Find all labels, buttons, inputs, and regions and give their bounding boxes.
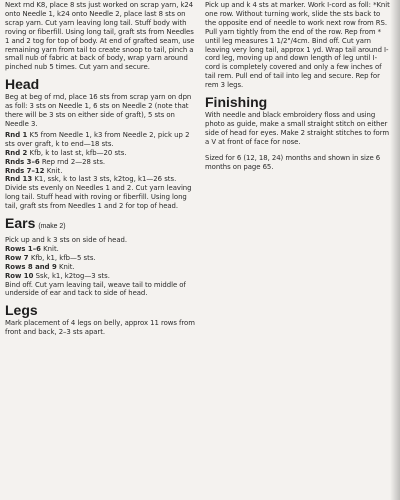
ears-row: Rows 1–6 Knit.	[5, 244, 59, 253]
left-column	[5, 1, 197, 339]
ears-finish-paragraph: Bind off. Cut yarn leaving tail, weave tail to middle of underside of ear and tack to side of head.	[5, 280, 186, 298]
legs-icord-paragraph: Pick up and k 4 sts at marker. Work I-cord as foll: *Knit one row. Without turning work, slide the sts back to the opposite end of needle to work next row from RS. Pull yarn tightly from the end of the row. Rep from * until leg measures 1 1/2"/4cm. Bind off. Cut yarn leaving very long tail, approx 1 yd. Wrap tail around I-cord leg, moving up and down length of leg until I-cord is completely covered and only a few inches of tail rem. Pull end of tail into leg and secure. Rep for rem 3 legs.	[205, 1, 390, 90]
head-rounds-list	[5, 131, 197, 184]
sizing-note: Sized for 6 (12, 18, 24) months and shown in size 6 months on page 65.	[205, 153, 381, 171]
head-round-row: Rnd 1 K5 from Needle 1, k3 from Needle 2, pick up 2 sts over graft, k to end—18 sts.	[5, 130, 190, 148]
legs-section-heading: Legs	[5, 302, 38, 319]
right-column	[205, 1, 390, 174]
book-spine-shadow	[390, 0, 400, 500]
ears-rows-list	[5, 245, 197, 281]
finishing-paragraph: With needle and black embroidery floss and using photo as guide, make a small straight stitch on either side of head for eyes. Make 2 straight stitches to form a V at front of face for nose.	[205, 111, 390, 146]
finishing-section-heading: Finishing	[205, 94, 268, 111]
head-section-heading: Head	[5, 76, 40, 93]
head-finish-paragraph: Divide sts evenly on Needles 1 and 2. Cut yarn leaving long tail. Stuff head with roving or fiberfill. Using long tail, graft sts from Needles 1 and 2 for top of head.	[5, 184, 192, 211]
head-round-row: Rnds 3–6 Rep rnd 2—28 sts.	[5, 157, 106, 166]
ears-row: Rows 8 and 9 Knit.	[5, 262, 75, 271]
ears-section-heading: Ears (make 2)	[5, 215, 66, 232]
legs-placement-paragraph: Mark placement of 4 legs on belly, approx 11 rows from front and back, 2–3 sts apart.	[5, 319, 195, 337]
head-round-row: Rnd 2 Kfb, k to last st, kfb—20 sts.	[5, 148, 127, 157]
body-instructions-paragraph: Next rnd K8, place 8 sts just worked on scrap yarn, k24 onto Needle 1, k24 onto Needle 2, place last 8 sts on scrap yarn. Cut yarn leaving long tail. Stuff body with roving or fiberfill. Using long tail, graft sts from Needles 1 and 2 tog for top of body. At end of grafted seam, use remaining yarn from tail to create snoop to tail, pinch a small nub of fabric at back of body, wrap yarn around pinched nub 5 times. Cut yarn and secure.	[5, 1, 195, 72]
head-intro-paragraph: Beg at beg of rnd, place 16 sts from scrap yarn on dpn as foll: 3 sts on Needle 1, 6 sts on Needle 2 (note that there will be 3 sts on either side of graft), 5 sts on Needle 3.	[5, 93, 192, 128]
ears-row: Row 7 Kfb, k1, kfb—5 sts.	[5, 253, 96, 262]
ears-row: Row 10 Ssk, k1, k2tog—3 sts.	[5, 271, 110, 280]
ears-intro-line: Pick up and k 3 sts on side of head.	[5, 236, 128, 245]
head-round-row: Rnd 13 K1, ssk, k to last 3 sts, k2tog, k1—26 sts.	[5, 175, 177, 184]
ears-quantity-note: (make 2)	[38, 223, 66, 231]
head-round-row: Rnds 7–12 Knit.	[5, 166, 63, 175]
